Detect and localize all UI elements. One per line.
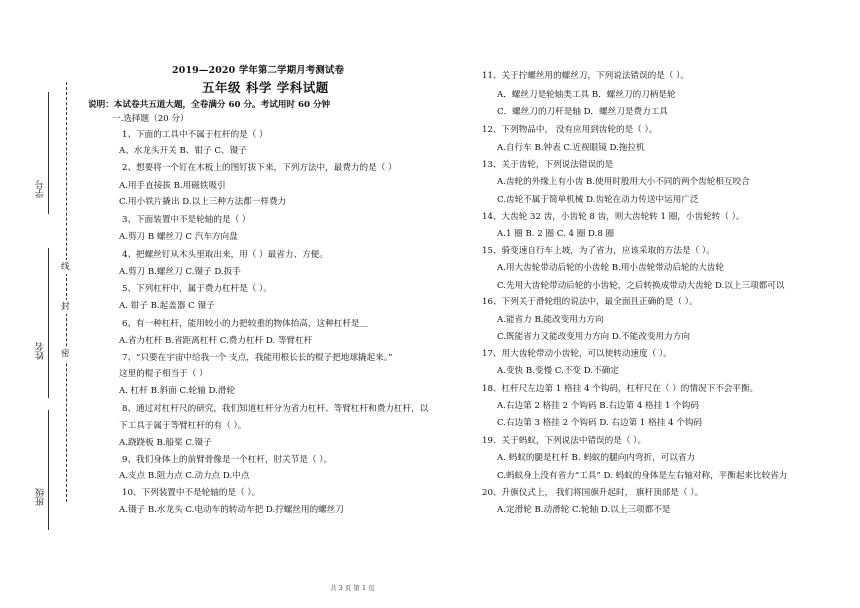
right-line-14: 16、下列关于滑轮组的说法中，最全面且正确的是（ ）。 — [482, 297, 698, 307]
left-line-6: 3、下面装置中不是轮轴的是（ ） — [122, 215, 251, 225]
seal-char-feng: 封 — [61, 302, 70, 312]
left-line-8: 4、把螺丝钉从木头里取出来，用（ ）最省力、方便。 — [122, 250, 328, 260]
binding-underline-name — [48, 248, 49, 398]
left-line-17: 8、通过对杠杆尺的研究，我们知道杠杆分为省力杠杆、等臂杠杆和费力杠杆，以 — [122, 404, 429, 414]
binding-label-name: 姓名 — [36, 342, 46, 360]
section-heading: 一.选择题（20 分） — [112, 114, 189, 124]
right-line-17: 17、用大齿轮带动小齿轮，可以使转动速度（ ）。 — [482, 349, 672, 359]
left-line-10: 5、下列杠杆中，属于费力杠杆是（ ）。 — [122, 284, 272, 294]
left-line-9: A.剪刀 B.螺丝刀 C.镊子 D.扳手 — [119, 267, 241, 277]
seal-dashed-line — [66, 82, 67, 502]
right-line-25: 20、升旗仪式上， 我们将国旗升起时， 旗杆顶部是（ ）。 — [482, 488, 704, 498]
binding-label-class: 班级 — [36, 488, 46, 506]
right-line-12: A.用大齿轮带动后轮的小齿轮 B.用小齿轮带动后轮的大齿轮 — [497, 263, 724, 273]
exam-subtitle: 五年级 科学 学科试题 — [202, 80, 329, 95]
left-line-22: 10、下列装置中不是轮轴的是（ ）。 — [122, 488, 261, 498]
left-line-15: 这里的棍子相当于（ ） — [119, 369, 208, 379]
right-line-26: A.定滑轮 B.动滑轮 C.轮轴 D.以上三项都不是 — [497, 505, 671, 515]
right-line-11: 15、骑变速自行车上坡，为了省力，应该采取的方法是（ ）。 — [482, 246, 715, 256]
left-line-14: 7、“只要在宇宙中给我一个 支点，我能用根长长的棍子把地球撬起来。” — [122, 353, 393, 363]
left-line-4: A.用手直接拔 B.用磁铁吸引 — [119, 181, 226, 191]
exam-instructions: 说明：本试卷共五道大题，全卷满分 60 分。考试用时 60 分钟 — [88, 100, 331, 110]
right-line-20: A.右边第 2 格挂 2 个钩码 B.右边第 4 格挂 1 个钩码 — [497, 401, 699, 411]
left-line-16: A. 杠杆 B.斜面 C.轮轴 D.滑轮 — [119, 386, 235, 396]
left-line-5: C.用小铁片撬出 D.以上三种方法都一样费力 — [119, 197, 287, 207]
left-line-7: A.剪刀 B 螺丝刀 C 汽车方向盘 — [119, 232, 238, 242]
left-line-21: A.支点 B.阻力点 C.动力点 D.中点 — [119, 471, 250, 481]
seal-char-mi: 密 — [61, 349, 70, 359]
left-line-23: A.镊子 B.水龙头 C.电动车的转动车把 D.拧螺丝用的螺丝刀 — [119, 505, 344, 515]
right-line-16: C.既能省力又能改变用力方向 D.不能改变用力方向 — [497, 332, 690, 342]
right-line-8: C.齿轮不属于简单机械 D.齿轮在动力传送中运用广泛 — [497, 195, 699, 205]
right-line-5: A.自行车 B.钟表 C.近视眼镜 D.拖拉机 — [497, 143, 645, 153]
left-line-3: 2、想要将一个钉在木板上的图钉拔下来，下列方法中，最费力的是（ ） — [122, 163, 397, 173]
binding-underline-student-no — [48, 92, 49, 214]
right-line-4: 12、下列物品中， 没有应用到齿轮的是（ ）。 — [482, 125, 658, 135]
binding-label-student-no: 学号 — [36, 180, 46, 198]
left-line-2: A、水龙头开关 B、钳子 C、镊子 — [119, 146, 247, 156]
right-line-21: C.右边第 3 格挂 2 个钩码 D. 右边第 1 格挂 4 个钩码 — [497, 418, 703, 428]
right-line-24: C.蚂蚁身上没有省力“工具” D. 蚂蚁的身体是左右轴对称，平衡起来比较省力 — [497, 471, 788, 481]
left-line-1: 1、下面的工具中不属于杠杆的是（ ） — [122, 130, 268, 140]
left-line-18: 下工具于属于等臂杠杆的有（ ）。 — [119, 421, 247, 431]
right-line-22: 19、关于蚂蚁，下列说法中错误的是（ ）。 — [482, 436, 647, 446]
right-line-10: A.1 圈 B. 2 圈 C. 4 圈 D.8 圈 — [497, 229, 615, 239]
left-line-11: A. 钳子 B.起盖器 C 镊子 — [119, 301, 215, 311]
right-line-9: 14、大齿轮 32 齿，小齿轮 8 齿，则大齿轮转 1 圈，小齿轮转（ ）。 — [482, 212, 745, 222]
left-line-13: A.省力杠杆 B.省距离杠杆 C.费力杠杆 D. 等臂杠杆 — [119, 336, 313, 346]
right-line-13: C.先用大齿轮带动后轮的小齿轮，之后转换成带动大齿轮 D.以上三项都可以 — [497, 281, 785, 291]
exam-title: 2019—2020 学年第二学期月考测试卷 — [172, 65, 345, 76]
binding-underline-class — [48, 410, 49, 530]
left-line-20: 9、我们身体上的前臂骨像是一个杠杆，肘关节是（ ）。 — [122, 455, 333, 465]
seal-char-xian: 线 — [61, 262, 70, 272]
right-line-6: 13、关于齿轮，下列说法错误的是 — [482, 160, 614, 170]
right-line-2: A．螺丝刀是轮轴类工具 B．螺丝刀的刀柄是轮 — [497, 90, 676, 100]
left-line-19: A.跷跷板 B.船桨 C.镊子 — [119, 438, 212, 448]
right-line-7: A.齿轮的外缘上有小齿 B.使用时般用大小不同的两个齿轮相互咬合 — [497, 177, 750, 187]
right-line-18: A.变快 B.变慢 C.不变 D.不确定 — [497, 366, 619, 376]
right-line-23: A. 蚂蚁的腿是杠杆 B. 蚂蚁的腿向内弯折，可以省力 — [497, 453, 696, 463]
right-line-19: 18、杠杆尺左边第 1 格挂 4 个钩码，杠杆尺在（ ）的情况下不会平衡。 — [482, 384, 759, 394]
right-line-1: 11、关于拧螺丝用的螺丝刀，下列说法错误的是（ ）。 — [482, 71, 690, 81]
page-footer: 共 3 页 第 1 页 — [330, 584, 375, 592]
right-line-15: A.能省力 B.能改变用力方向 — [497, 315, 604, 325]
right-line-3: C．螺丝刀的刀杆是轴 D．螺丝刀是费力工具 — [497, 107, 668, 117]
left-line-12: 6、有一种杠杆，能用较小的力把较重的物体抬高，这种杠杆是＿ — [122, 319, 369, 329]
